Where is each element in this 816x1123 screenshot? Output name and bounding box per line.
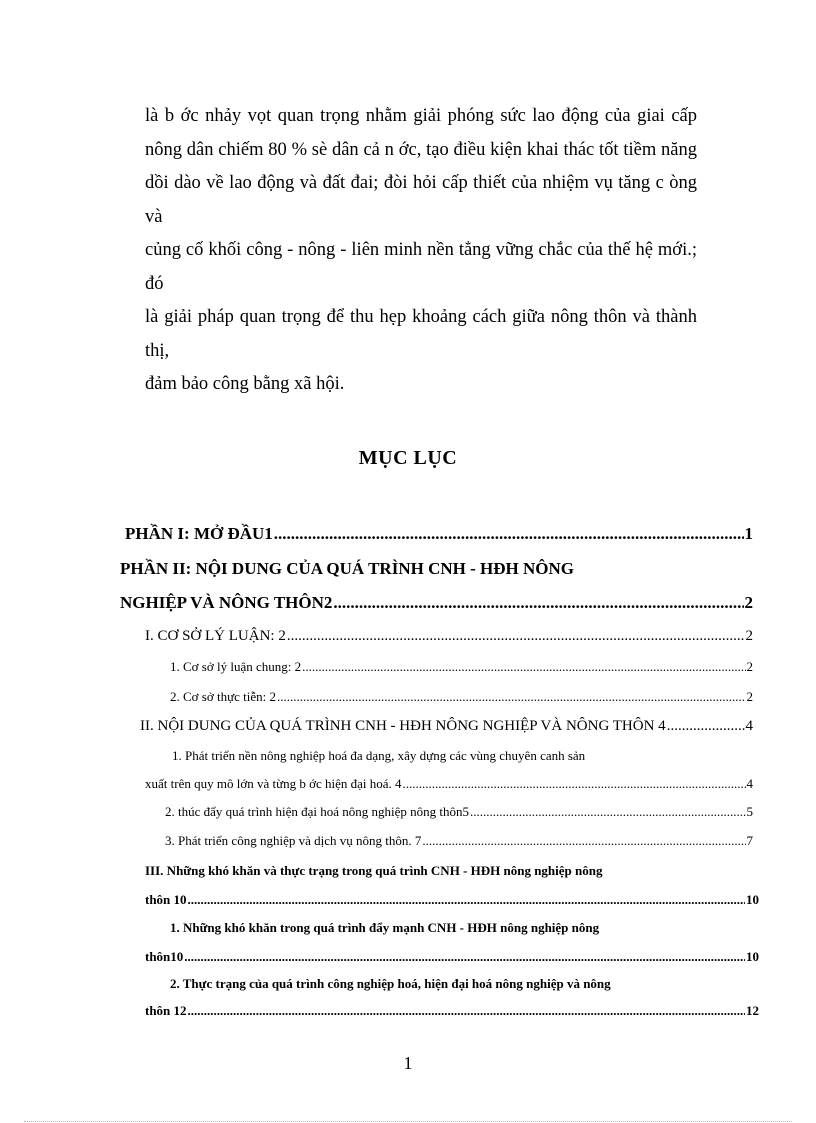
toc-entry-label: 2. thúc đẩy quá trình hiện đại hoá nông nghiệp nông thôn5 <box>165 804 470 819</box>
toc-entry-label: 2. Cơ sở thực tiễn: 2 <box>170 689 277 704</box>
toc-page-number: 2 <box>744 593 753 612</box>
toc-entry-label: 3. Phát triển công nghiệp và dịch vụ nông thôn. 7 <box>165 833 422 848</box>
toc-entry-label: I. CƠ SỞ LÝ LUẬN: 2 <box>145 628 286 644</box>
intro-line: nông dân chiếm 80 % sè dân cả n ớc, tạo điều kiện khai thác tốt tiềm năng <box>145 139 697 160</box>
toc-page-number: 4 <box>746 776 753 791</box>
toc-entry-label: thôn10 <box>145 949 184 964</box>
toc-leader-dots <box>287 628 745 645</box>
toc-entry-section-2[interactable] <box>140 718 753 735</box>
toc-entry-label: II. NỘI DUNG CỦA QUÁ TRÌNH CNH - HĐH NÔNG NGHIỆP VÀ NÔNG THÔN 4 <box>140 718 666 734</box>
toc-entry-part-2-line1[interactable]: PHẦN II: NỘI DUNG CỦA QUÁ TRÌNH CNH - HĐH NÔNG <box>120 559 574 578</box>
intro-line: củng cố khối công - nông - liên minh nền tẳng vững chắc của thế hệ mới.; đó <box>145 240 697 294</box>
toc-leader-dots <box>333 593 743 613</box>
toc-leader-dots <box>188 892 745 908</box>
toc-entry-section-3-2[interactable] <box>145 1003 759 1019</box>
toc-leader-dots <box>184 949 745 965</box>
toc-entry-section-3-1[interactable] <box>145 949 759 965</box>
toc-page-number: 2 <box>746 689 753 704</box>
toc-page-number: 2 <box>746 659 753 674</box>
toc-entry-label: 1. Cơ sở lý luận chung: 2 <box>170 659 302 674</box>
page-number: 1 <box>403 1053 413 1073</box>
toc-entry-label: NGHIỆP VÀ NÔNG THÔN2 <box>120 593 333 612</box>
toc-leader-dots <box>302 659 745 675</box>
toc-entry-section-1-2[interactable] <box>170 689 753 705</box>
toc-page-number: 12 <box>746 1003 759 1018</box>
toc-leader-dots <box>667 718 745 735</box>
toc-entry-section-2-1-line1[interactable]: 1. Phát triển nền nông nghiệp hoá đa dạng, xây dựng các vùng chuyên canh sản <box>172 748 586 763</box>
toc-page-number: 10 <box>746 949 759 964</box>
toc-entry-section-2-3[interactable] <box>165 833 753 849</box>
toc-leader-dots <box>188 1003 745 1019</box>
toc-entry-label: thôn 12 <box>145 1003 187 1018</box>
toc-page-number: 2 <box>745 628 753 644</box>
intro-line: là b ớc nhảy vọt quan trọng nhằm giải phóng sức lao động của giai cấp <box>145 106 697 126</box>
toc-title: MỤC LỤC <box>358 447 458 469</box>
toc-entry-label: thôn 10 <box>145 892 187 907</box>
toc-page-number: 1 <box>744 524 753 543</box>
toc-entry-label: xuất trên quy mô lớn và từng b ớc hiện đại hoá. 4 <box>145 776 402 791</box>
toc-entry-section-3[interactable] <box>145 892 759 908</box>
toc-leader-dots <box>277 689 745 705</box>
toc-leader-dots <box>274 524 744 544</box>
toc-leader-dots <box>470 804 745 820</box>
intro-line: đảm bảo công bằng xã hội. <box>145 374 345 394</box>
toc-entry-section-2-1[interactable] <box>145 776 753 792</box>
toc-leader-dots <box>422 833 745 849</box>
intro-line: là giải pháp quan trọng để thu hẹp khoảng cách giữa nông thôn và thành thị, <box>145 307 697 361</box>
intro-paragraph <box>145 100 697 402</box>
intro-line: dồi dào về lao động và đất đai; đòi hỏi cấp thiết của nhiệm vụ tăng c òng và <box>145 173 697 227</box>
footer-divider <box>24 1121 792 1122</box>
toc-page-number: 10 <box>746 892 759 907</box>
toc-leader-dots <box>403 776 746 792</box>
toc-page-number: 7 <box>746 833 753 848</box>
toc-entry-section-3-line1[interactable]: III. Những khó khăn và thực trạng trong quá trình CNH - HĐH nông nghiệp nông <box>145 863 603 878</box>
toc-entry-part-2[interactable] <box>120 593 753 613</box>
toc-entry-part-1[interactable] <box>125 524 753 544</box>
toc-entry-section-1[interactable] <box>145 628 753 645</box>
toc-entry-section-3-1-line1[interactable]: 1. Những khó khăn trong quá trình đẩy mạnh CNH - HĐH nông nghiệp nông <box>170 920 600 935</box>
toc-entry-section-3-2-line1[interactable]: 2. Thực trạng của quá trình công nghiệp hoá, hiện đại hoá nông nghiệp và nông <box>170 976 611 991</box>
toc-page-number: 4 <box>745 718 753 734</box>
toc-entry-section-1-1[interactable] <box>170 659 753 675</box>
toc-entry-section-2-2[interactable] <box>165 804 753 820</box>
toc-entry-label: PHẦN I: MỞ ĐẦU1 <box>125 524 273 543</box>
toc-page-number: 5 <box>746 804 753 819</box>
